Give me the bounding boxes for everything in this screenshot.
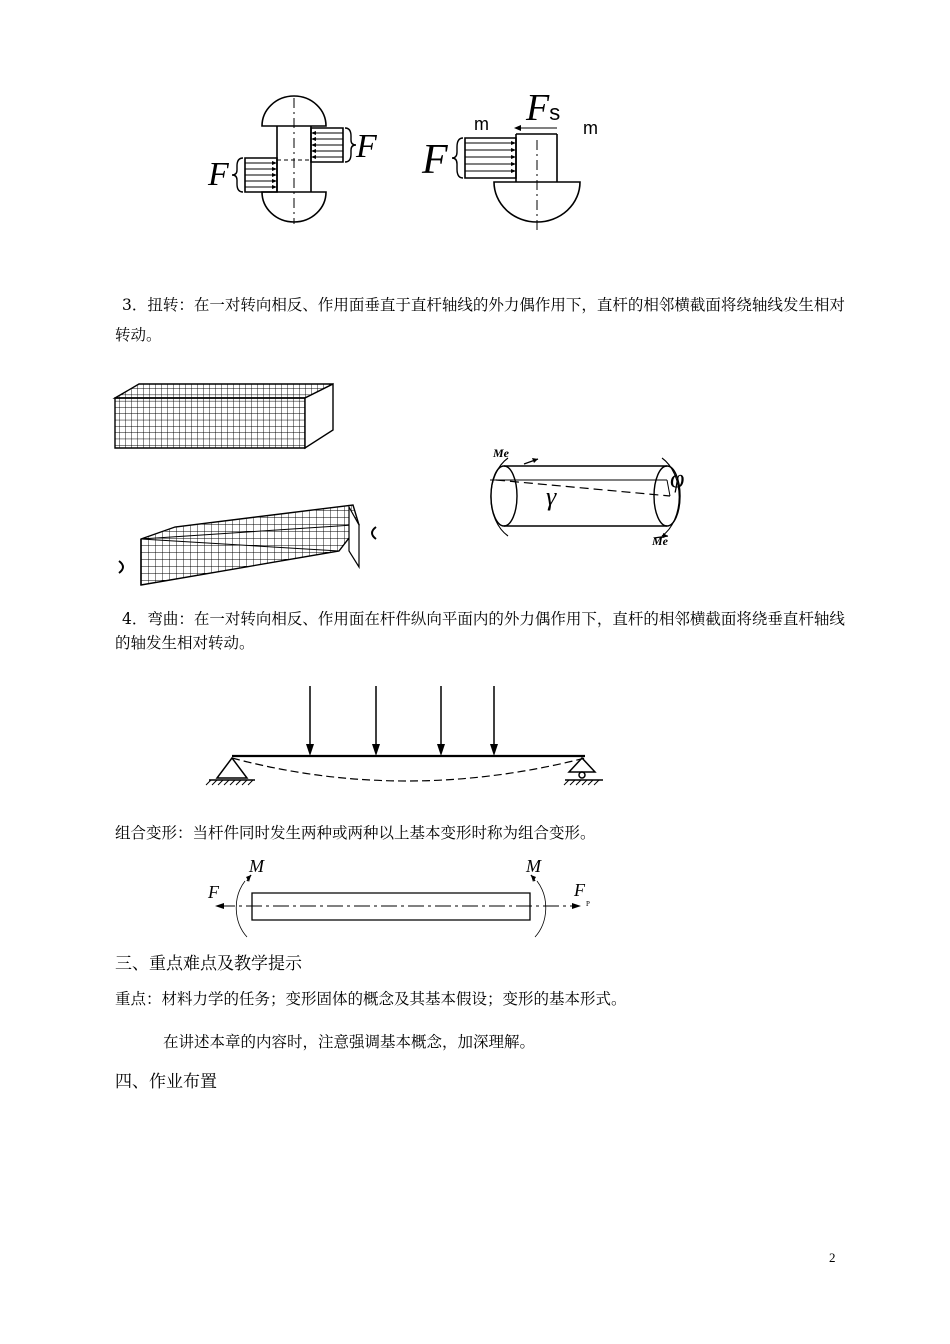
moment-label-me-bottom: Me	[652, 534, 668, 548]
torsion-mesh-twisted	[113, 503, 383, 588]
axial-force-subscript: P	[586, 900, 590, 908]
torsion-shaft-diagram	[484, 446, 714, 546]
torsion-text: 3．扭转：在一对转向相反、作用面垂直于直杆轴线的外力偶作用下，直杆的相邻横截面将绕轴线发生相对转动。	[115, 296, 845, 344]
force-label-f-left: F	[208, 156, 229, 193]
section-heading-3: 三、重点难点及教学提示	[115, 954, 302, 974]
combined-deformation-text: 组合变形：当杆件同时发生两种或两种以上基本变形时称为组合变形。	[115, 824, 596, 842]
shear-force-label-fs	[526, 86, 560, 130]
page-number: 2	[829, 1250, 836, 1265]
combined-deformation-paragraph	[115, 820, 845, 847]
axial-force-label-left: F	[208, 882, 219, 902]
moment-label-me-top: Me	[493, 446, 509, 460]
force-label-f: F	[422, 137, 448, 183]
twist-angle-phi: φ	[670, 464, 685, 493]
key-points-text: 重点：材料力学的任务；变形固体的概念及其基本假设；变形的基本形式。	[115, 990, 627, 1008]
moment-label-m-left: m	[474, 114, 489, 134]
moment-label-m-right: m	[583, 118, 598, 138]
axial-force-symbol: F	[574, 880, 585, 900]
section-heading-4: 四、作业布置	[115, 1072, 217, 1092]
teaching-hint-text: 在讲述本章的内容时，注意强调基本概念，加深理解。	[163, 1033, 536, 1051]
simply-supported-beam-diagram	[205, 682, 625, 792]
shear-force-symbol: F	[526, 87, 550, 129]
teaching-hint-paragraph	[163, 1029, 843, 1056]
combined-deformation-diagram	[205, 855, 605, 945]
torsion-mesh-undeformed	[113, 382, 343, 452]
bending-text: 4．弯曲：在一对转向相反、作用面在杆件纵向平面内的外力偶作用下，直杆的相邻横截面将绕垂直杆轴线的轴发生相对转动。	[115, 610, 845, 652]
shear-angle-gamma: γ	[546, 482, 557, 511]
shear-force-subscript: s	[549, 100, 561, 125]
torsion-paragraph	[115, 290, 845, 350]
moment-label-m-left: M	[249, 856, 264, 876]
key-points-paragraph	[115, 986, 845, 1013]
axial-force-label-right	[574, 880, 590, 908]
bending-paragraph	[115, 607, 845, 655]
force-label-f-right: F	[356, 128, 377, 165]
moment-label-m-right: M	[526, 856, 541, 876]
